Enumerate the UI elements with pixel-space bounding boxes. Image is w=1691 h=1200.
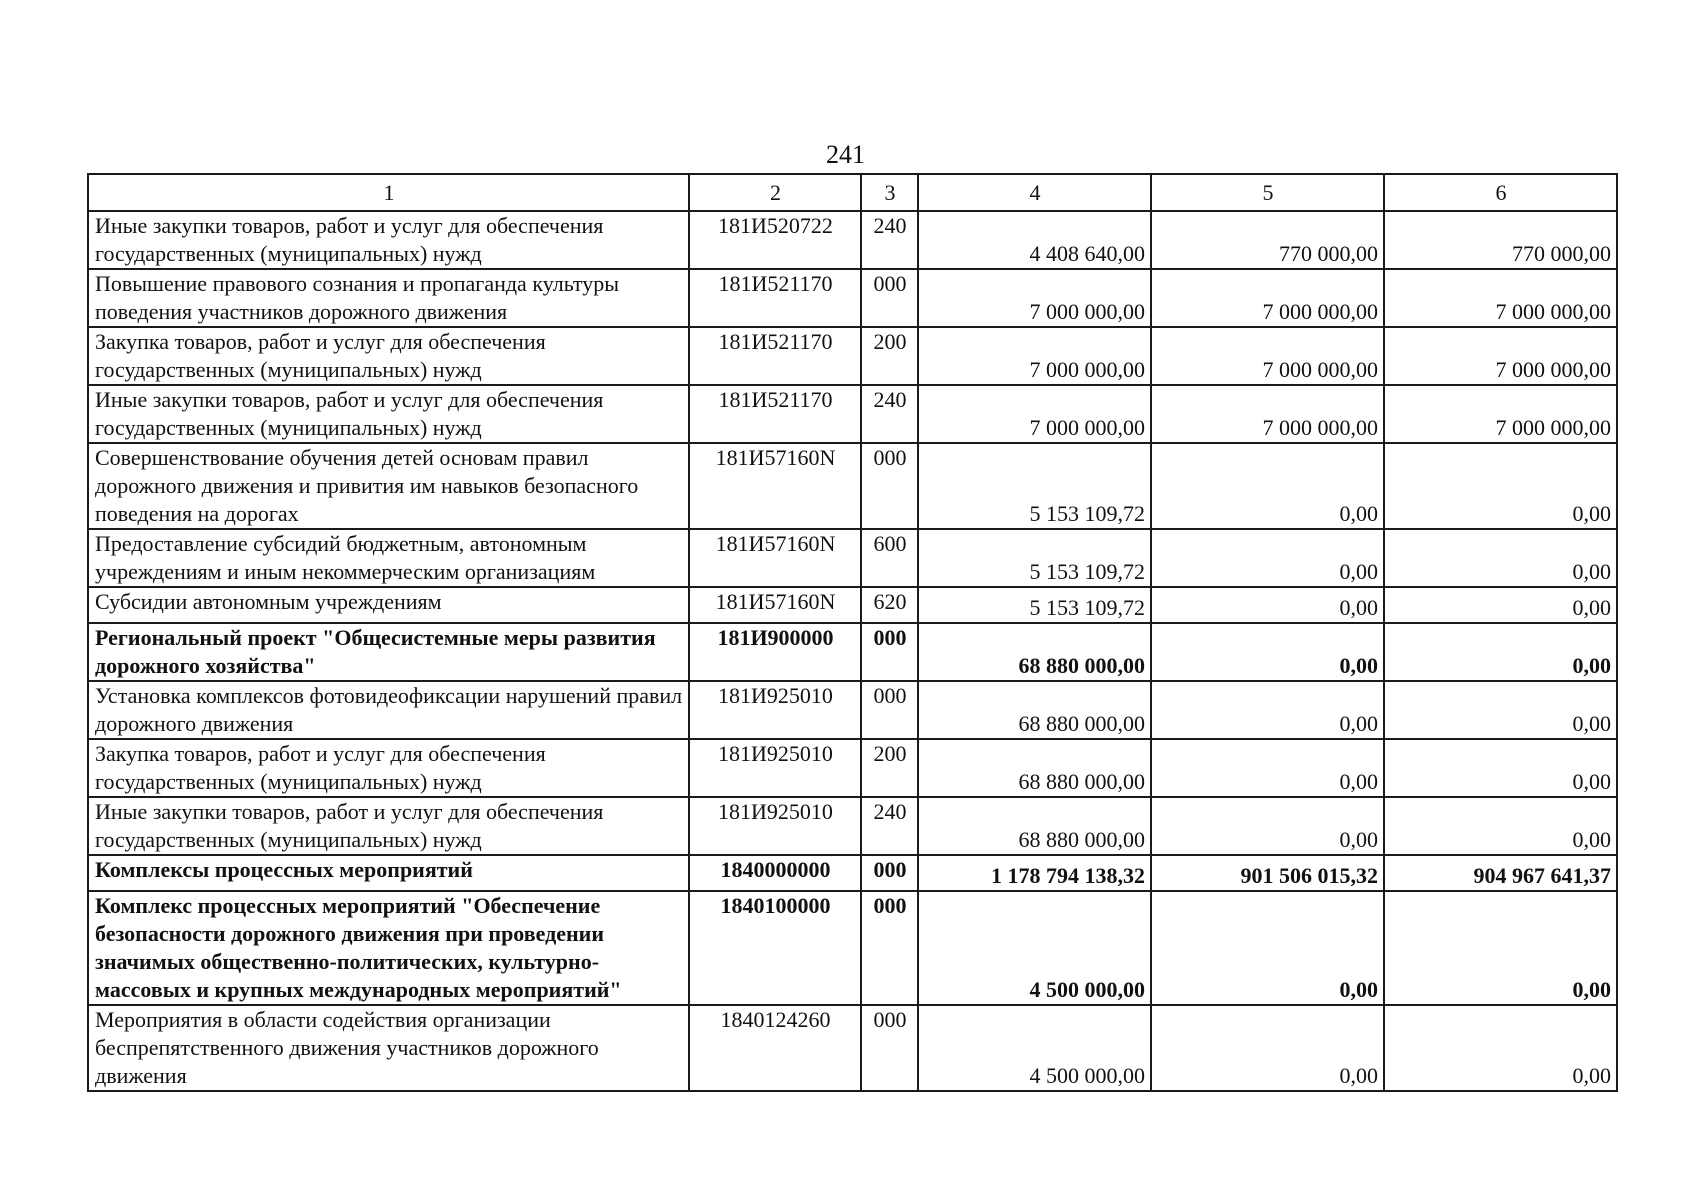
row-amount-col5: 0,00 (1151, 587, 1384, 623)
row-csr-code: 181И520722 (689, 211, 861, 269)
row-amount-col4: 68 880 000,00 (918, 623, 1151, 681)
row-csr-code: 181И900000 (689, 623, 861, 681)
row-csr-code: 181И925010 (689, 681, 861, 739)
table-row (88, 681, 1617, 739)
row-name: Субсидии автономным учреждениям (88, 587, 689, 623)
row-amount-col6: 0,00 (1384, 681, 1617, 739)
row-csr-code: 1840124260 (689, 1005, 861, 1091)
table-row (88, 269, 1617, 327)
row-csr-code: 1840000000 (689, 855, 861, 891)
row-amount-col4: 4 500 000,00 (918, 891, 1151, 1005)
row-name: Комплекс процессных мероприятий "Обеспечение безопасности дорожного движения при проведении значимых общественно-политических, культурно-массовых и крупных международных мероприятий" (88, 891, 689, 1005)
row-amount-col6: 0,00 (1384, 891, 1617, 1005)
row-amount-col5: 0,00 (1151, 1005, 1384, 1091)
row-vr-code: 000 (861, 1005, 918, 1091)
table-row (88, 891, 1617, 1005)
column-header: 2 (689, 174, 861, 211)
row-amount-col6: 0,00 (1384, 529, 1617, 587)
row-name: Предоставление субсидий бюджетным, автономным учреждениям и иным некоммерческим организациям (88, 529, 689, 587)
row-name: Иные закупки товаров, работ и услуг для обеспечения государственных (муниципальных) нужд (88, 385, 689, 443)
row-amount-col6: 7 000 000,00 (1384, 327, 1617, 385)
row-csr-code: 181И521170 (689, 327, 861, 385)
row-amount-col6: 0,00 (1384, 739, 1617, 797)
row-csr-code: 181И925010 (689, 797, 861, 855)
row-vr-code: 600 (861, 529, 918, 587)
row-amount-col5: 0,00 (1151, 623, 1384, 681)
row-name: Закупка товаров, работ и услуг для обеспечения государственных (муниципальных) нужд (88, 327, 689, 385)
row-amount-col6: 7 000 000,00 (1384, 269, 1617, 327)
budget-table (87, 173, 1618, 1092)
table-row (88, 587, 1617, 623)
table-row (88, 327, 1617, 385)
row-amount-col5: 901 506 015,32 (1151, 855, 1384, 891)
row-amount-col5: 770 000,00 (1151, 211, 1384, 269)
row-amount-col6: 0,00 (1384, 587, 1617, 623)
row-amount-col5: 0,00 (1151, 739, 1384, 797)
row-amount-col5: 0,00 (1151, 443, 1384, 529)
row-name: Региональный проект "Общесистемные меры развития дорожного хозяйства" (88, 623, 689, 681)
table-row (88, 211, 1617, 269)
row-csr-code: 181И57160N (689, 529, 861, 587)
row-amount-col4: 5 153 109,72 (918, 529, 1151, 587)
table-row (88, 797, 1617, 855)
row-amount-col5: 0,00 (1151, 797, 1384, 855)
row-amount-col4: 7 000 000,00 (918, 269, 1151, 327)
row-csr-code: 181И521170 (689, 385, 861, 443)
row-name: Совершенствование обучения детей основам правил дорожного движения и привития им навыков безопасного поведения на дорогах (88, 443, 689, 529)
row-vr-code: 620 (861, 587, 918, 623)
row-vr-code: 240 (861, 797, 918, 855)
row-csr-code: 181И925010 (689, 739, 861, 797)
row-amount-col5: 0,00 (1151, 681, 1384, 739)
row-vr-code: 240 (861, 211, 918, 269)
column-header: 1 (88, 174, 689, 211)
row-name: Иные закупки товаров, работ и услуг для обеспечения государственных (муниципальных) нужд (88, 797, 689, 855)
row-vr-code: 000 (861, 269, 918, 327)
row-amount-col5: 0,00 (1151, 529, 1384, 587)
row-amount-col4: 68 880 000,00 (918, 739, 1151, 797)
row-csr-code: 181И57160N (689, 587, 861, 623)
row-name: Мероприятия в области содействия организации беспрепятственного движения участников дорожного движения (88, 1005, 689, 1091)
row-amount-col6: 0,00 (1384, 623, 1617, 681)
row-amount-col4: 5 153 109,72 (918, 443, 1151, 529)
row-csr-code: 1840100000 (689, 891, 861, 1005)
row-amount-col4: 7 000 000,00 (918, 385, 1151, 443)
row-name: Закупка товаров, работ и услуг для обеспечения государственных (муниципальных) нужд (88, 739, 689, 797)
row-amount-col6: 0,00 (1384, 797, 1617, 855)
table-row (88, 443, 1617, 529)
table-row (88, 385, 1617, 443)
table-row (88, 1005, 1617, 1091)
row-amount-col5: 0,00 (1151, 891, 1384, 1005)
table-header-row (88, 174, 1617, 211)
row-name: Комплексы процессных мероприятий (88, 855, 689, 891)
page-number: 241 (826, 140, 865, 169)
row-amount-col6: 0,00 (1384, 1005, 1617, 1091)
row-amount-col4: 5 153 109,72 (918, 587, 1151, 623)
row-amount-col4: 7 000 000,00 (918, 327, 1151, 385)
row-name: Иные закупки товаров, работ и услуг для обеспечения государственных (муниципальных) нужд (88, 211, 689, 269)
row-csr-code: 181И521170 (689, 269, 861, 327)
row-vr-code: 000 (861, 681, 918, 739)
row-amount-col5: 7 000 000,00 (1151, 327, 1384, 385)
row-amount-col6: 904 967 641,37 (1384, 855, 1617, 891)
row-vr-code: 200 (861, 739, 918, 797)
row-amount-col5: 7 000 000,00 (1151, 385, 1384, 443)
column-header: 3 (861, 174, 918, 211)
column-header: 4 (918, 174, 1151, 211)
row-vr-code: 000 (861, 891, 918, 1005)
row-amount-col4: 4 408 640,00 (918, 211, 1151, 269)
row-vr-code: 000 (861, 443, 918, 529)
row-csr-code: 181И57160N (689, 443, 861, 529)
row-amount-col4: 68 880 000,00 (918, 681, 1151, 739)
row-amount-col6: 770 000,00 (1384, 211, 1617, 269)
row-amount-col6: 0,00 (1384, 443, 1617, 529)
row-vr-code: 240 (861, 385, 918, 443)
row-vr-code: 200 (861, 327, 918, 385)
column-header: 5 (1151, 174, 1384, 211)
table-row (88, 529, 1617, 587)
row-amount-col6: 7 000 000,00 (1384, 385, 1617, 443)
row-amount-col4: 4 500 000,00 (918, 1005, 1151, 1091)
row-vr-code: 000 (861, 623, 918, 681)
table-row (88, 855, 1617, 891)
row-vr-code: 000 (861, 855, 918, 891)
row-amount-col4: 68 880 000,00 (918, 797, 1151, 855)
table-row (88, 739, 1617, 797)
table-row (88, 623, 1617, 681)
row-name: Повышение правового сознания и пропаганда культуры поведения участников дорожного движения (88, 269, 689, 327)
row-name: Установка комплексов фотовидеофиксации нарушений правил дорожного движения (88, 681, 689, 739)
row-amount-col5: 7 000 000,00 (1151, 269, 1384, 327)
row-amount-col4: 1 178 794 138,32 (918, 855, 1151, 891)
column-header: 6 (1384, 174, 1617, 211)
